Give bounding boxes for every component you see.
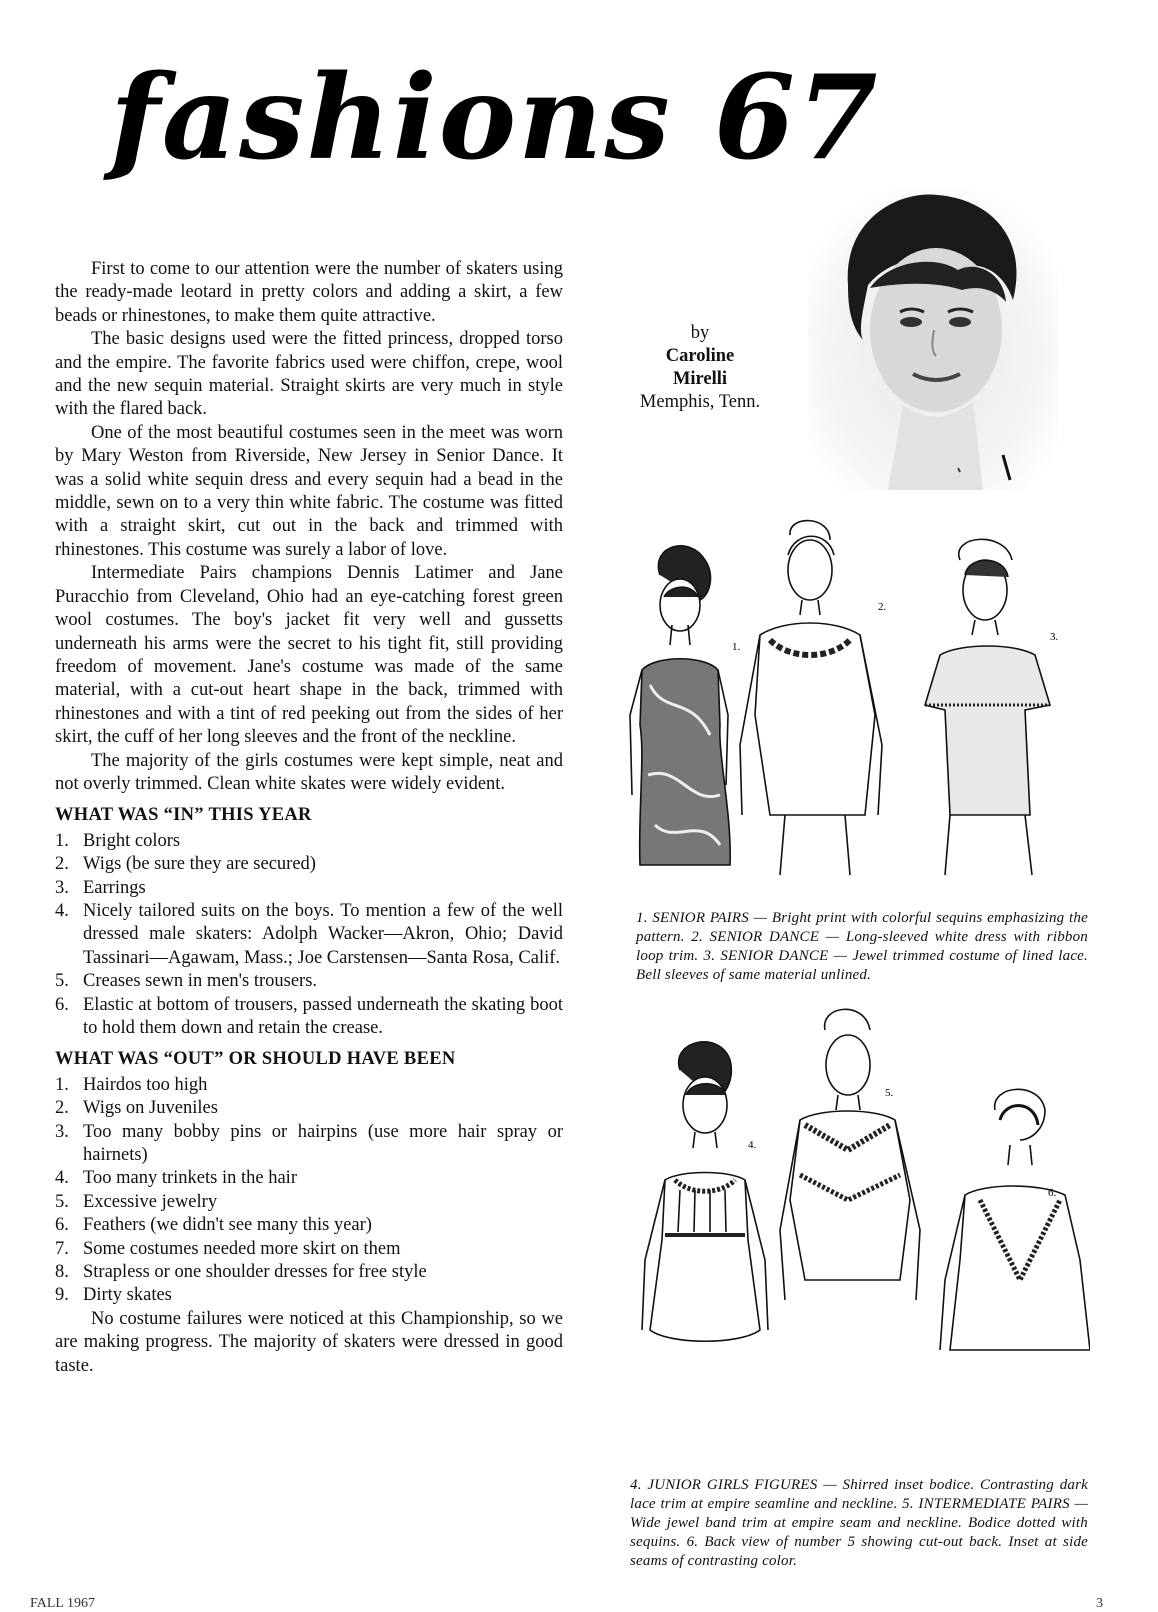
list-text: Bright colors xyxy=(83,830,181,851)
list-text: Strapless or one shoulder dresses for free style xyxy=(83,1262,427,1283)
list-number: 3. xyxy=(55,1121,69,1142)
list-item xyxy=(55,1238,563,1261)
figure-number: 2. xyxy=(878,601,887,613)
list-number: 8. xyxy=(55,1262,69,1283)
list-number: 7. xyxy=(55,1238,69,1259)
list-text: Wigs (be sure they are secured) xyxy=(83,854,316,875)
list-number: 4. xyxy=(55,900,69,921)
list-text: Some costumes needed more skirt on them xyxy=(83,1238,401,1259)
in-list xyxy=(55,830,563,1041)
figure-number: 4. xyxy=(748,1139,757,1151)
paragraph: Intermediate Pairs champions Dennis Latimer and Jane Puracchio from Cleveland, Ohio had an eye-catching forest green wool costumes. The boy's jacket fit very well and gussetts underneath his arms were the secret to his tight fit, still providing freedom of movement. Jane's costume was made of the same material, with a cut-out heart shape in the back, trimmed with rhinestones and with a tint of red peeking out from the sides of her skirt, the cuff of her long sleeves and the front of the neckline. xyxy=(55,563,563,748)
list-number: 5. xyxy=(55,1191,69,1212)
list-text: Too many bobby pins or hairpins (use more hair spray or hairnets) xyxy=(83,1121,563,1166)
author-portrait xyxy=(808,190,1058,490)
list-item xyxy=(55,1284,563,1307)
list-item xyxy=(55,853,563,876)
issue-footer: FALL 1967 xyxy=(30,1596,95,1611)
list-item xyxy=(55,900,563,970)
list-item xyxy=(55,1074,563,1097)
out-heading: WHAT WAS “OUT” OR SHOULD HAVE BEEN xyxy=(55,1049,456,1070)
list-item xyxy=(55,1261,563,1284)
caption-2: 4. JUNIOR GIRLS FIGURES — Shirred inset bodice. Contrasting dark lace trim at empire seamline and neckline. 5. INTERMEDIATE PAIRS — Wide jewel band trim at empire seam and neckline. Bodice dotted with sequins. 6. Back view of number 5 showing cut-out back. Inset at side seams of contrasting color. xyxy=(630,1477,1088,1569)
article-body xyxy=(55,258,563,1378)
out-list xyxy=(55,1074,563,1308)
list-item xyxy=(55,970,563,993)
list-item xyxy=(55,877,563,900)
list-text: Elastic at bottom of trousers, passed underneath the skating boot to hold them down and retain the crease. xyxy=(83,994,563,1038)
list-item xyxy=(55,830,563,853)
list-number: 6. xyxy=(55,994,69,1015)
list-number: 2. xyxy=(55,1098,69,1119)
list-item xyxy=(55,1121,563,1168)
paragraph: The majority of the girls costumes were kept simple, neat and not overly trimmed. Clean white skates were widely evident. xyxy=(55,750,563,794)
costume-illustrations-4-6 xyxy=(620,1000,1090,1420)
author-location: Memphis, Tenn. xyxy=(639,392,761,412)
list-text: Wigs on Juveniles xyxy=(83,1098,218,1119)
list-number: 1. xyxy=(55,830,69,851)
list-item xyxy=(55,1097,563,1120)
paragraph: First to come to our attention were the number of skaters using the ready-made leotard in pretty colors and adding a skirt, a few beads or rhinestones, to make them quite attractive. xyxy=(55,259,563,326)
paragraph: The basic designs used were the fitted princess, dropped torso and the empire. The favorite fabrics used were chiffon, crepe, wool and the new sequin material. Straight skirts are very much in style with the flared back. xyxy=(55,329,563,420)
list-number: 5. xyxy=(55,971,69,992)
caption-1: 1. SENIOR PAIRS — Bright print with colorful sequins emphasizing the pattern. 2. SENIOR DANCE — Long-sleeved white dress with ribbon loop trim. 3. SENIOR DANCE — Jewel trimmed costume of lined lace. Bell sleeves of same material unlined. xyxy=(636,910,1088,983)
list-item xyxy=(55,1191,563,1214)
list-number: 4. xyxy=(55,1168,69,1189)
figure-number: 5. xyxy=(885,1087,894,1099)
figure-number: 1. xyxy=(732,641,741,653)
list-number: 1. xyxy=(55,1074,69,1095)
list-text: Too many trinkets in the hair xyxy=(83,1168,297,1189)
author-first-name: Caroline xyxy=(665,346,735,366)
figure-number: 6. xyxy=(1048,1187,1057,1199)
list-text: Creases sewn in men's trousers. xyxy=(83,971,318,992)
list-text: Earrings xyxy=(83,877,146,898)
list-text: Excessive jewelry xyxy=(83,1191,218,1212)
list-text: Dirty skates xyxy=(83,1285,172,1306)
list-item xyxy=(55,1167,563,1190)
article-title: fashions 67 xyxy=(110,50,880,186)
page-number: 3 xyxy=(1096,1596,1103,1611)
list-number: 9. xyxy=(55,1285,69,1306)
in-heading: WHAT WAS “IN” THIS YEAR xyxy=(55,805,312,826)
closing-paragraph: No costume failures were noticed at this Championship, so we are making progress. The majority of skaters were dressed in good taste. xyxy=(55,1308,563,1376)
list-number: 3. xyxy=(55,877,69,898)
byline-by: by xyxy=(690,323,710,343)
costume-illustrations-1-3 xyxy=(620,515,1090,885)
list-item xyxy=(55,1214,563,1237)
list-text: Hairdos too high xyxy=(83,1074,208,1095)
author-last-name: Mirelli xyxy=(672,369,728,389)
list-text: Feathers (we didn't see many this year) xyxy=(83,1215,372,1236)
list-item xyxy=(55,994,563,1041)
list-number: 6. xyxy=(55,1215,69,1236)
list-number: 2. xyxy=(55,854,69,875)
figure-number: 3. xyxy=(1050,631,1059,643)
byline xyxy=(600,322,800,414)
list-text: Nicely tailored suits on the boys. To mention a few of the well dressed male skaters: Adolph Wacker—Akron, Ohio; David Tassinari—Agawam, Mass.; Joe Carstensen—Santa Rosa, Calif. xyxy=(83,900,563,968)
paragraph: One of the most beautiful costumes seen in the meet was worn by Mary Weston from Riverside, New Jersey in Senior Dance. It was a solid white sequin dress and every sequin had a bead in the middle, sewn on to a very thin white fabric. The costume was fitted with a straight skirt, cut out in the back and trimmed with rhinestones. This costume was surely a labor of love. xyxy=(55,422,563,560)
